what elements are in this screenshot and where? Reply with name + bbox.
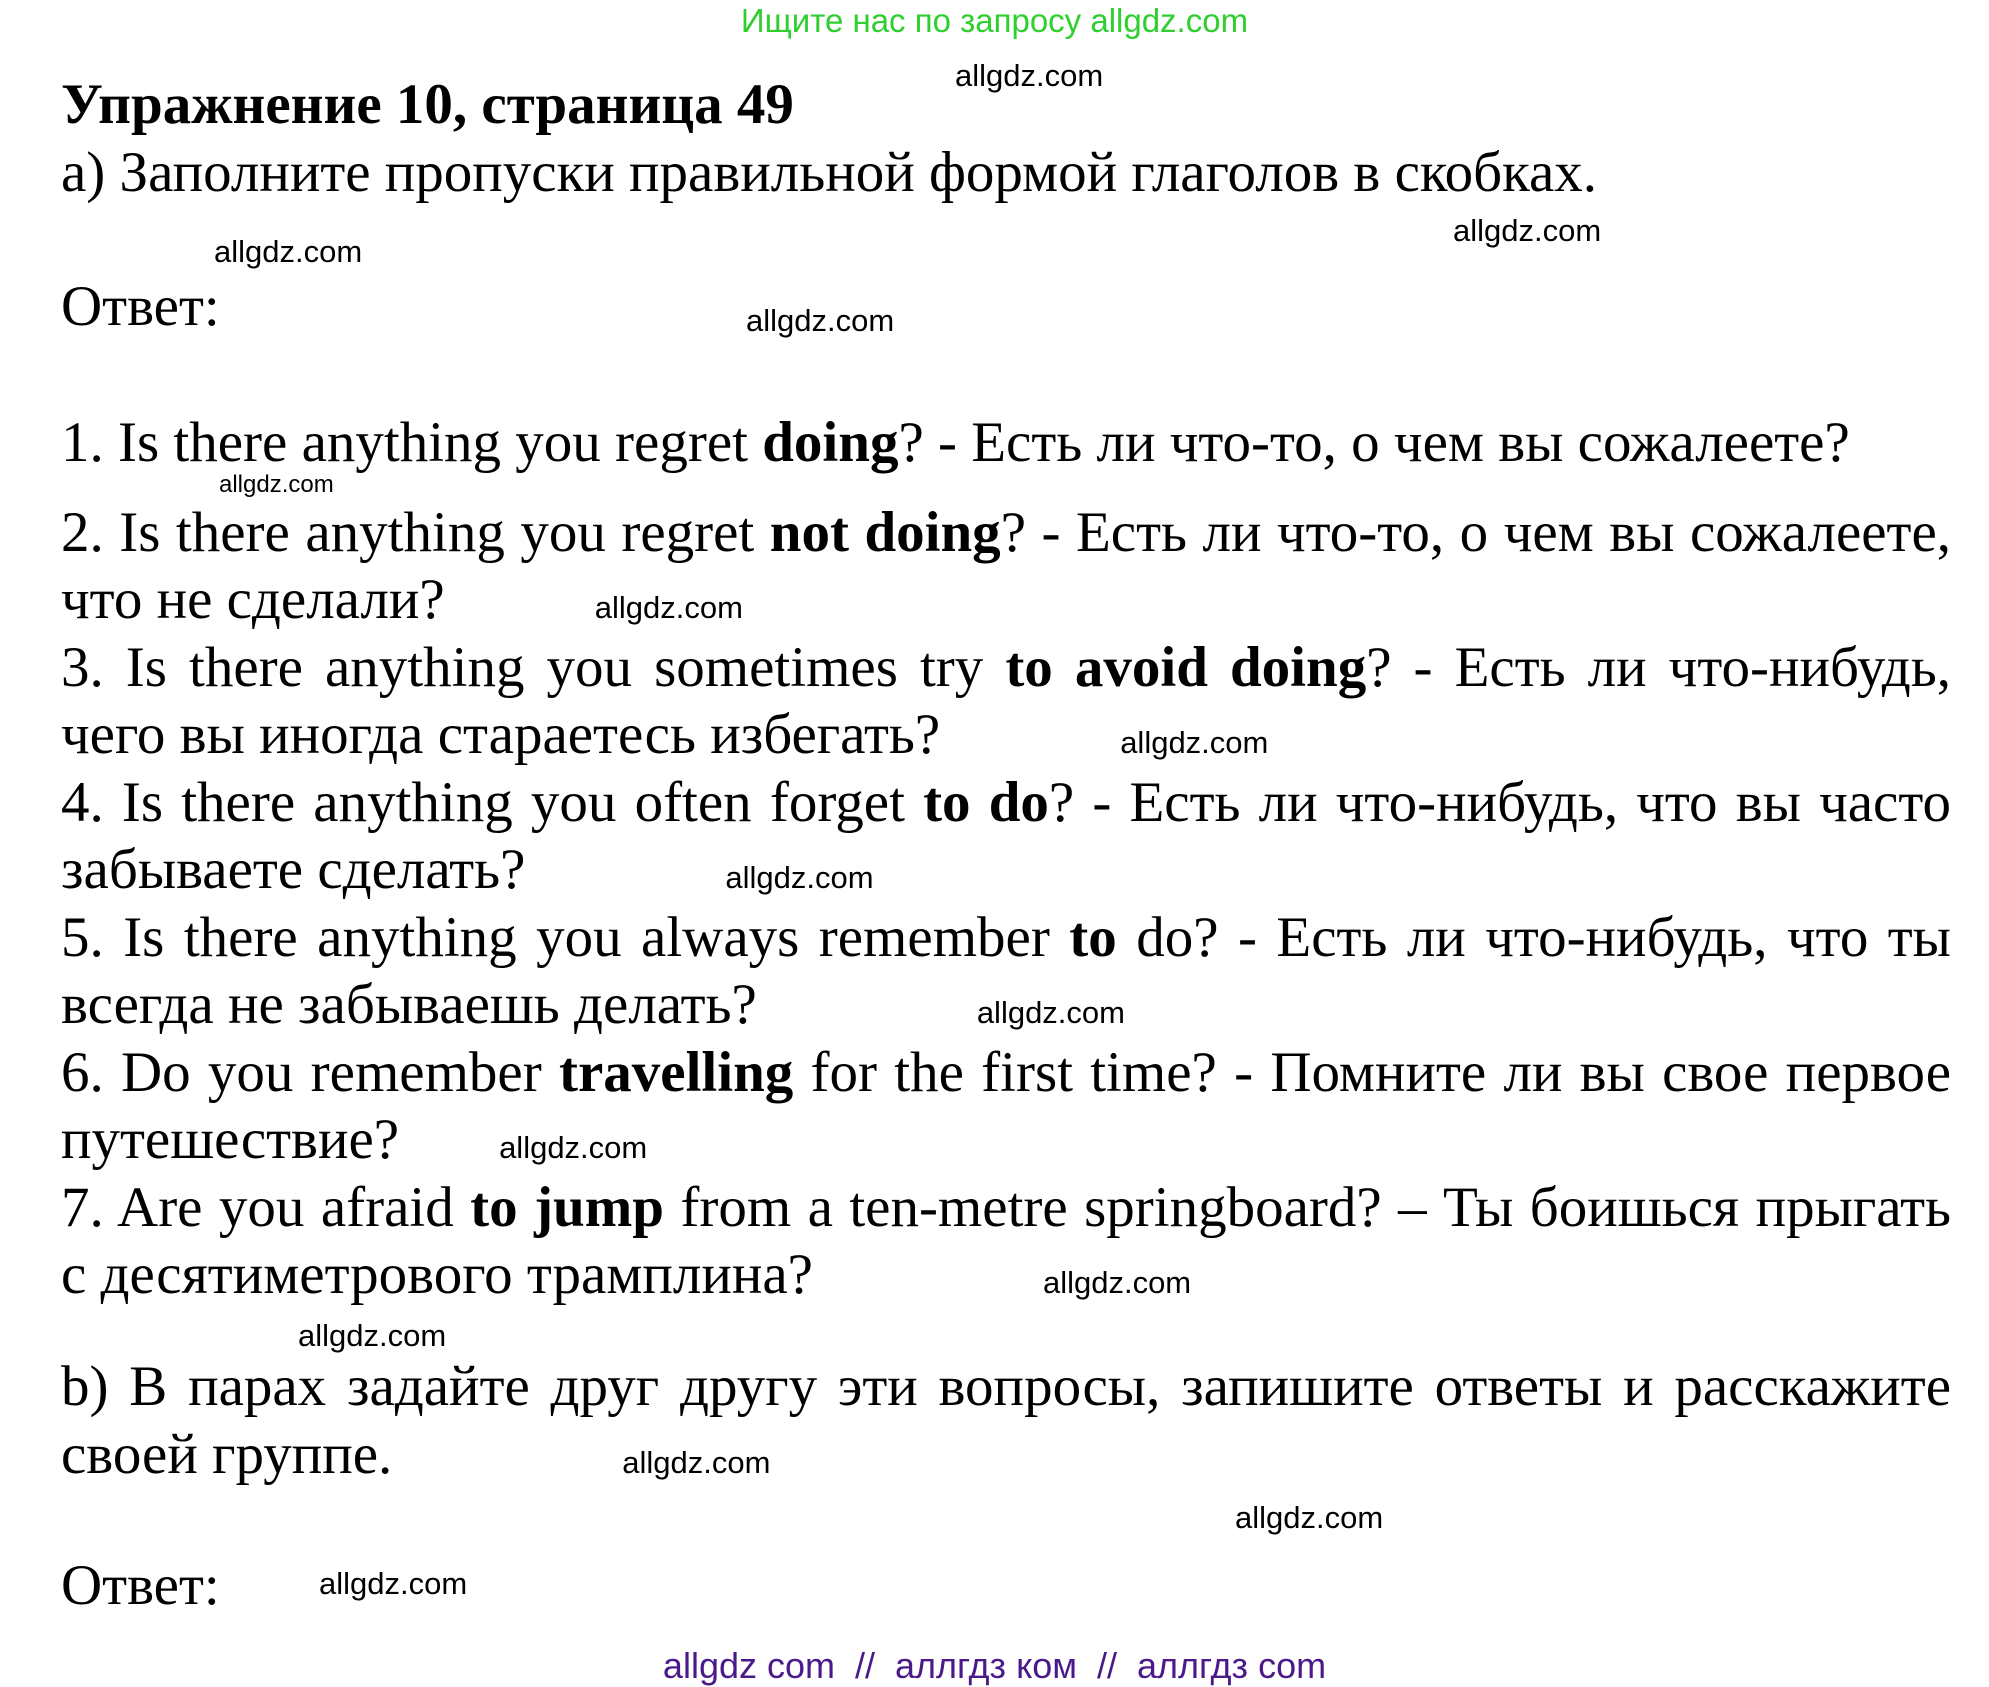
watermark: allgdz.com (499, 1130, 648, 1165)
answer-text: from a ten-metre springboard? – Ты боишься прыгать с десятиметрового трамплина? (61, 1175, 1951, 1306)
task-b-text: b) В парах задайте друг другу эти вопросы, запишите ответы и расскажите своей группе. (61, 1355, 1951, 1486)
answer-verb-form: to (1069, 905, 1117, 969)
watermark: allgdz.com (1120, 725, 1269, 760)
watermark: allgdz.com (725, 860, 874, 895)
watermark: allgdz.com (622, 1444, 771, 1480)
answer-item (61, 634, 1951, 769)
answer-text: do? - Есть ли что-нибудь, что ты всегда не забываешь делать? (61, 905, 1951, 1036)
watermark: allgdz.com (1042, 1265, 1192, 1300)
search-banner: Ищите нас по запросу allgdz.com (740, 2, 1249, 39)
answer-text: 4. Is there anything you often forget (61, 770, 924, 834)
answer-text: ? - Есть ли что-то, о чем вы сожалеете, что не сделали? (61, 500, 1952, 631)
watermark: allgdz.com (594, 590, 743, 625)
answer-verb-form: travelling (558, 1040, 794, 1104)
watermark: allgdz.com (1235, 1500, 1384, 1535)
task-b-instruction (61, 1353, 1951, 1488)
answer-verb-form: to jump (470, 1175, 664, 1239)
answer-item (61, 1174, 1951, 1309)
answer-text: ? - Есть ли что-то, о чем вы сожалеете? (898, 411, 1850, 474)
answer-text: 5. Is there anything you always remember (61, 905, 1070, 969)
watermark: allgdz.com (1453, 213, 1602, 248)
answer-text: 6. Do you remember (61, 1040, 559, 1104)
answer-item (61, 904, 1951, 1039)
watermark: allgdz.com (746, 303, 895, 338)
answer-label: Ответ: (61, 1554, 220, 1617)
task-a-instruction: a) Заполните пропуски правильной формой глаголов в скобках. (61, 141, 1598, 204)
answer-item (61, 499, 1951, 634)
watermark: allgdz.com (955, 58, 1104, 93)
page-title: Упражнение 10, страница 49 (61, 73, 794, 136)
answer-item (61, 409, 1951, 498)
watermark: allgdz.com (298, 1318, 447, 1353)
watermark: allgdz.com (319, 1566, 468, 1601)
answer-text: ? - Есть ли что-нибудь, что вы часто забываете сделать? (61, 770, 1951, 901)
answer-item (61, 769, 1951, 904)
answer-label: Ответ: (61, 275, 220, 338)
answer-verb-form: doing (762, 411, 899, 474)
answer-item (61, 1039, 1951, 1174)
answer-text: for the first time? - Помните ли вы свое первое путешествие? (61, 1040, 1952, 1171)
watermark: allgdz.com (976, 995, 1125, 1030)
watermark: allgdz.com (219, 470, 334, 498)
footer-links: allgdz com // аллгдз ком // аллгдз com (662, 1645, 1327, 1686)
answer-text: 3. Is there anything you sometimes try (61, 635, 1006, 699)
answer-text: 2. Is there anything you regret (61, 500, 770, 564)
answer-text: 1. Is there anything you regret (61, 411, 763, 474)
answer-verb-form: to avoid doing (1005, 635, 1367, 699)
watermark: allgdz.com (214, 234, 363, 269)
answer-verb-form: to do (923, 770, 1049, 834)
answer-text: 7. Are you afraid (61, 1175, 471, 1239)
answer-verb-form: not doing (769, 500, 1001, 564)
answer-list (61, 409, 1951, 1309)
answer-text: ? - Есть ли что-нибудь, чего вы иногда стараетесь избегать? (61, 635, 1951, 766)
